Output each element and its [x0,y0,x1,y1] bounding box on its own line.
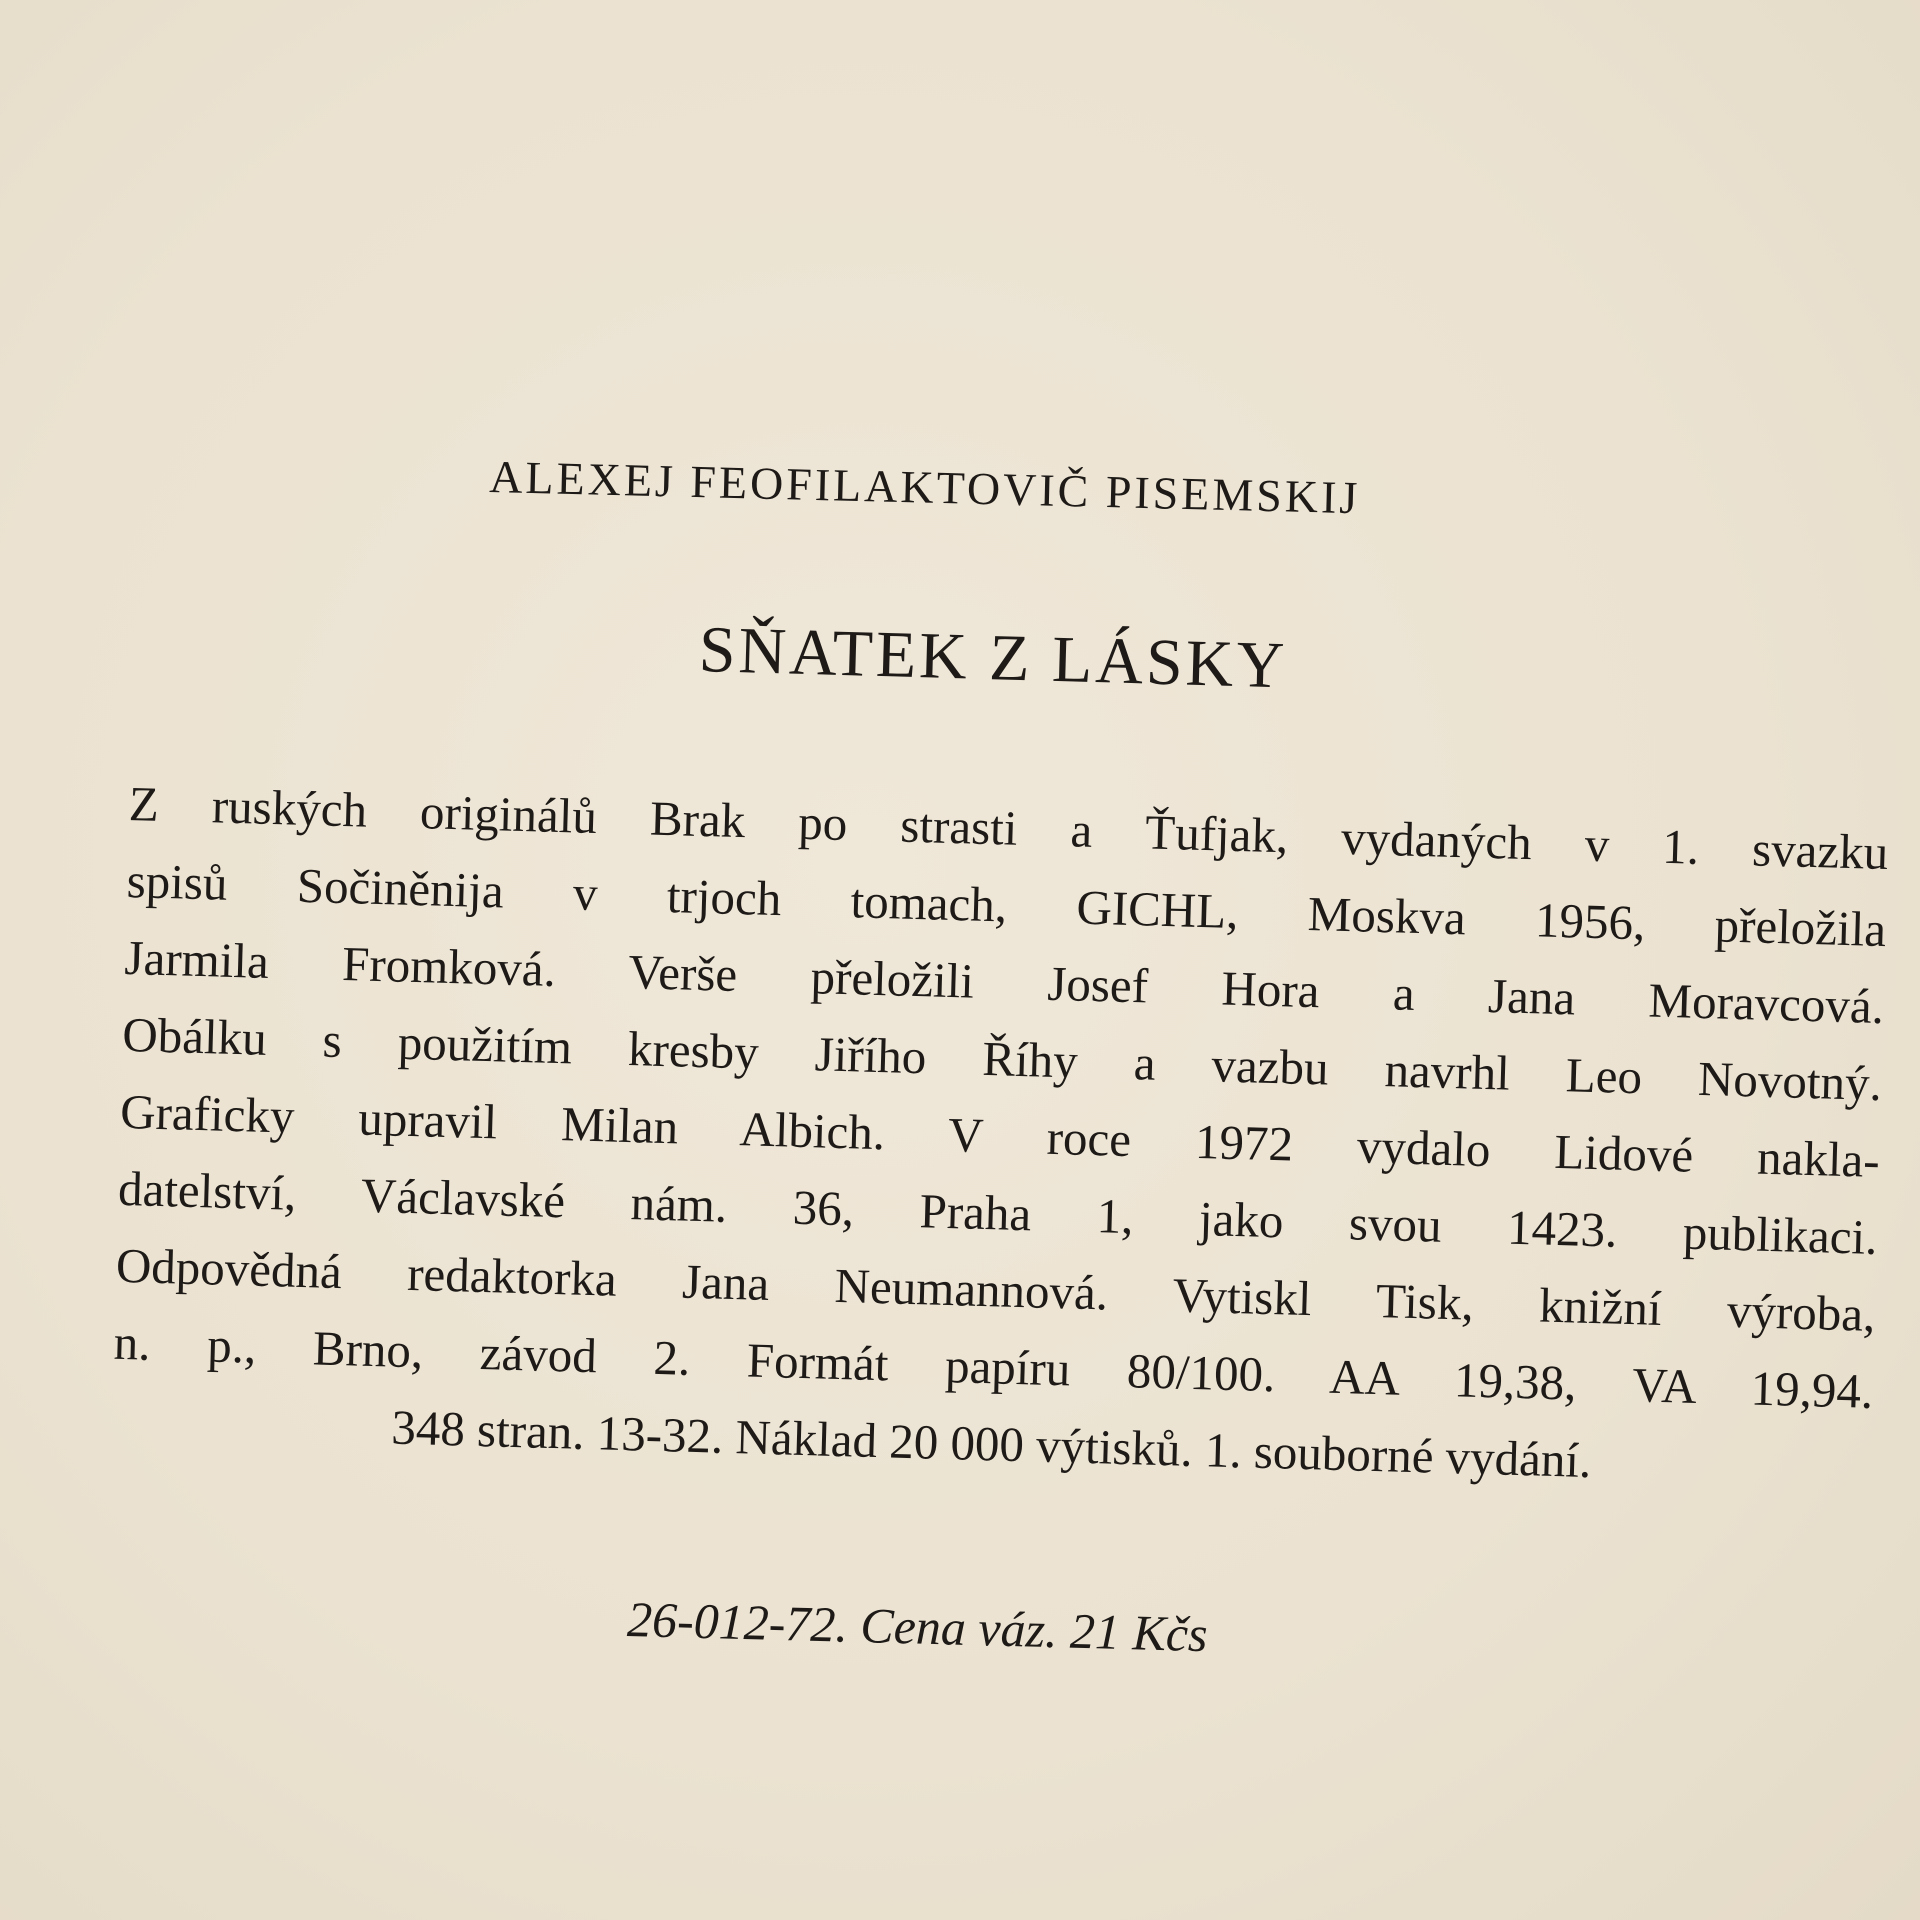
imprint-line: Odpovědná redaktorka Jana Neumannová. Vytiskl Tisk, knižní výroba, [115,1237,1877,1342]
author-name: ALEXEJ FEOFILAKTOVIČ PISEMSKIJ [488,450,1361,524]
imprint-line: Z ruských originálů Brak po strasti a Ťufjak, vydaných v 1. svazku [128,775,1890,881]
imprint-line: datelství, Václavské nám. 36, Praha 1, jako svou 1423. publikaci. [117,1160,1879,1265]
imprint-paragraph [111,765,1890,1507]
imprint-line: spisů Sočiněnija v trjoch tomach, GICHL, Moskva 1956, přeložila [126,852,1887,958]
book-title: SŇATEK Z LÁSKY [697,612,1289,703]
price-line: 26-012-72. Cena váz. 21 Kčs [626,1590,1209,1663]
imprint-line: 348 stran. 13-32. Náklad 20 000 výtisků. 1. souborné vydání. [390,1399,1593,1489]
imprint-line: Graficky upravil Milan Albich. V roce 1972 vydalo Lidové nakla- [119,1083,1881,1188]
imprint-line: n. p., Brno, závod 2. Formát papíru 80/100. AA 19,38, VA 19,94. [113,1314,1874,1419]
imprint-line: Obálku s použitím kresby Jiřího Říhy a vazbu navrhl Leo Novotný. [121,1006,1883,1112]
imprint-line: Jarmila Fromková. Verše přeložili Josef Hora a Jana Moravcová. [123,929,1885,1035]
